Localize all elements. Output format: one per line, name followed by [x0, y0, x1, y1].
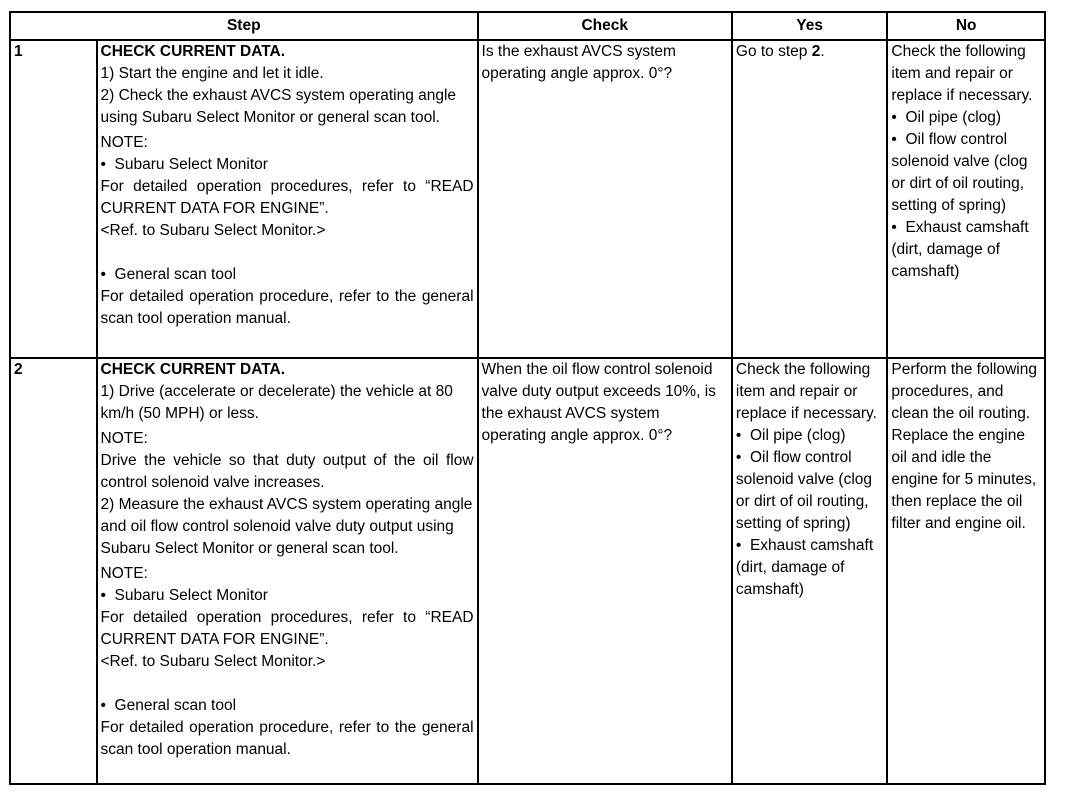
check-text: Is the exhaust AVCS system operating angle approx. 0°? — [481, 43, 676, 82]
no-intro: Check the following item and repair or replace if necessary. — [891, 43, 1033, 104]
yes-prefix: Go to step — [735, 43, 812, 60]
table-row — [10, 40, 1045, 358]
header-no: No — [887, 12, 1045, 40]
bullet-item: • Exhaust camshaft (dirt, damage of camshaft) — [891, 217, 1041, 283]
check-cell — [478, 358, 732, 784]
yes-suffix: . — [820, 43, 825, 60]
reference-link: <Ref. to Subaru Select Monitor.> — [100, 222, 326, 239]
bullet-item: • Subaru Select Monitor — [101, 585, 474, 607]
diagnostic-table — [9, 11, 1046, 785]
bullet-item: • Oil flow control solenoid valve (clog or dirt of oil routing, setting of spring) — [736, 447, 884, 535]
check-text: When the oil flow control solenoid valve duty output exceeds 10%, is the exhaust AVCS system operating angle approx. 0°? — [481, 361, 716, 444]
yes-intro: Check the following item and repair or replace if necessary. — [735, 361, 877, 422]
yes-text — [736, 41, 884, 63]
step-instruction: 1) Drive (accelerate or decelerate) the vehicle at 80 km/h (50 MPH) or less. — [100, 383, 453, 422]
reference-link: <Ref. to Subaru Select Monitor.> — [100, 653, 326, 670]
step-instruction: 2) Check the exhaust AVCS system operating angle using Subaru Select Monitor or general scan tool. — [100, 87, 457, 126]
yes-step-number: 2 — [811, 43, 821, 60]
step-number: 2 — [10, 358, 97, 784]
check-cell — [478, 40, 732, 358]
bullet-item: • General scan tool — [101, 264, 474, 286]
note-text: For detailed operation procedure, refer to the general scan tool operation manual. — [100, 719, 474, 758]
step-instruction: 2) Measure the exhaust AVCS system operating angle and oil flow control solenoid valve duty output using Subaru Select Monitor or general scan tool. — [100, 496, 473, 557]
step-title: CHECK CURRENT DATA. — [100, 361, 286, 378]
bullet-item: • Subaru Select Monitor — [101, 154, 474, 176]
step-instruction: 1) Start the engine and let it idle. — [100, 65, 324, 82]
bullet-item: • Oil pipe (clog) — [736, 425, 884, 447]
note-label: NOTE: — [100, 565, 148, 582]
no-cell — [887, 40, 1045, 358]
no-text: Perform the following procedures, and clean the oil routing. — [891, 361, 1037, 422]
yes-cell — [732, 40, 888, 358]
step-content — [97, 358, 478, 784]
note-text: For detailed operation procedures, refer to “READ CURRENT DATA FOR ENGINE”. — [100, 178, 474, 217]
yes-cell — [732, 358, 888, 784]
header-yes: Yes — [732, 12, 888, 40]
note-text: Drive the vehicle so that duty output of the oil flow control solenoid valve increases. — [100, 452, 474, 491]
table-header-row — [10, 12, 1045, 40]
bullet-item: • Oil pipe (clog) — [891, 107, 1041, 129]
header-check: Check — [478, 12, 732, 40]
header-step: Step — [10, 12, 478, 40]
bullet-item: • General scan tool — [101, 695, 474, 717]
note-label: NOTE: — [100, 430, 148, 447]
note-text: For detailed operation procedures, refer to “READ CURRENT DATA FOR ENGINE”. — [100, 609, 474, 648]
step-number: 1 — [10, 40, 97, 358]
bullet-item: • Oil flow control solenoid valve (clog or dirt of oil routing, setting of spring) — [891, 129, 1041, 217]
note-text: For detailed operation procedure, refer to the general scan tool operation manual. — [100, 288, 474, 327]
no-text: Replace the engine oil and idle the engine for 5 minutes, then replace the oil filter and engine oil. — [891, 427, 1037, 532]
no-cell — [887, 358, 1045, 784]
bullet-item: • Exhaust camshaft (dirt, damage of camshaft) — [736, 535, 884, 601]
table-row — [10, 358, 1045, 784]
step-content — [97, 40, 478, 358]
step-title: CHECK CURRENT DATA. — [100, 43, 286, 60]
note-label: NOTE: — [100, 134, 148, 151]
